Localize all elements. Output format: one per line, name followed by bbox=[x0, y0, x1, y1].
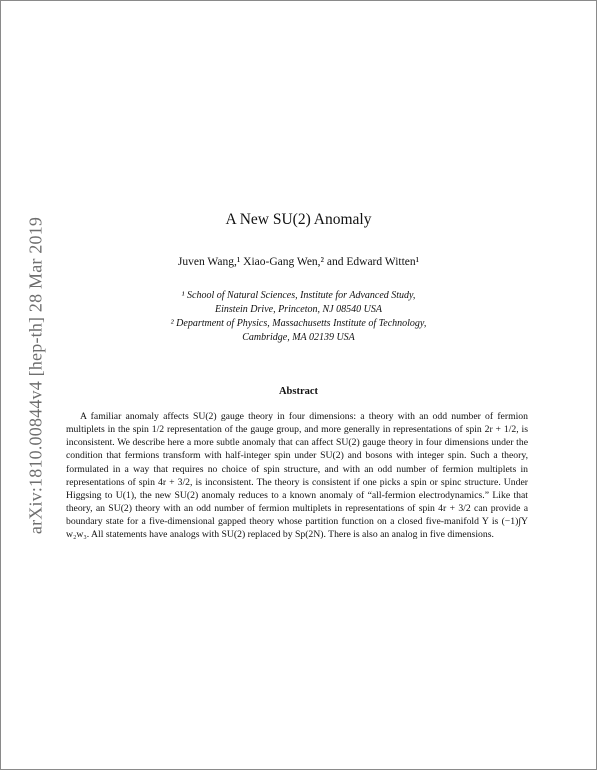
abstract-body: A familiar anomaly affects SU(2) gauge theory in four dimensions: a theory with an odd number of fermion multiplets in the spin 1/2 representation of the gauge group, and more generally in representations of spin 2r + 1/2, is inconsistent. We describe here a more subtle anomaly that can affect SU(2) gauge theory in four dimensions under the condition that fermions transform with half-integer spin under SU(2) and bosons with integer spin. Such a theory, formulated in a way that requires no choice of spin structure, and with an odd number of fermion multiplets in representations of spin 4r + 3/2, is inconsistent. The theory is consistent if one picks a spin or spinc structure. Under Higgsing to U(1), the new SU(2) anomaly reduces to a known anomaly of “all-fermion electrodynamics.” Like that theory, an SU(2) theory with an odd number of fermion multiplets in representations of spin 4r + 3/2 can provide a boundary state for a five-dimensional gapped theory whose partition function on a closed five-manifold Y is (−1)∫Y w₂w₃. All statements have analogs with SU(2) replaced by Sp(2N). There is also an analog in five dimensions. bbox=[66, 411, 528, 541]
affiliation-1-line-2: Einstein Drive, Princeton, NJ 08540 USA bbox=[215, 304, 382, 315]
affiliation-1-line-1: ¹ School of Natural Sciences, Institute for Advanced Study, bbox=[181, 290, 416, 301]
affiliation-2-line-1: ² Department of Physics, Massachusetts Institute of Technology, bbox=[170, 318, 427, 329]
author-list: Juven Wang,¹ Xiao-Gang Wen,² and Edward Witten¹ bbox=[177, 256, 420, 268]
affiliation-2 bbox=[0, 317, 597, 345]
paper-title: A New SU(2) Anomaly bbox=[225, 211, 372, 228]
abstract-heading: Abstract bbox=[278, 386, 319, 397]
arxiv-identifier[interactable]: arXiv:1810.00844v4 [hep-th] 28 Mar 2019 bbox=[25, 216, 46, 535]
affiliation-2-line-2: Cambridge, MA 02139 USA bbox=[242, 332, 355, 343]
affiliation-1 bbox=[0, 289, 597, 317]
